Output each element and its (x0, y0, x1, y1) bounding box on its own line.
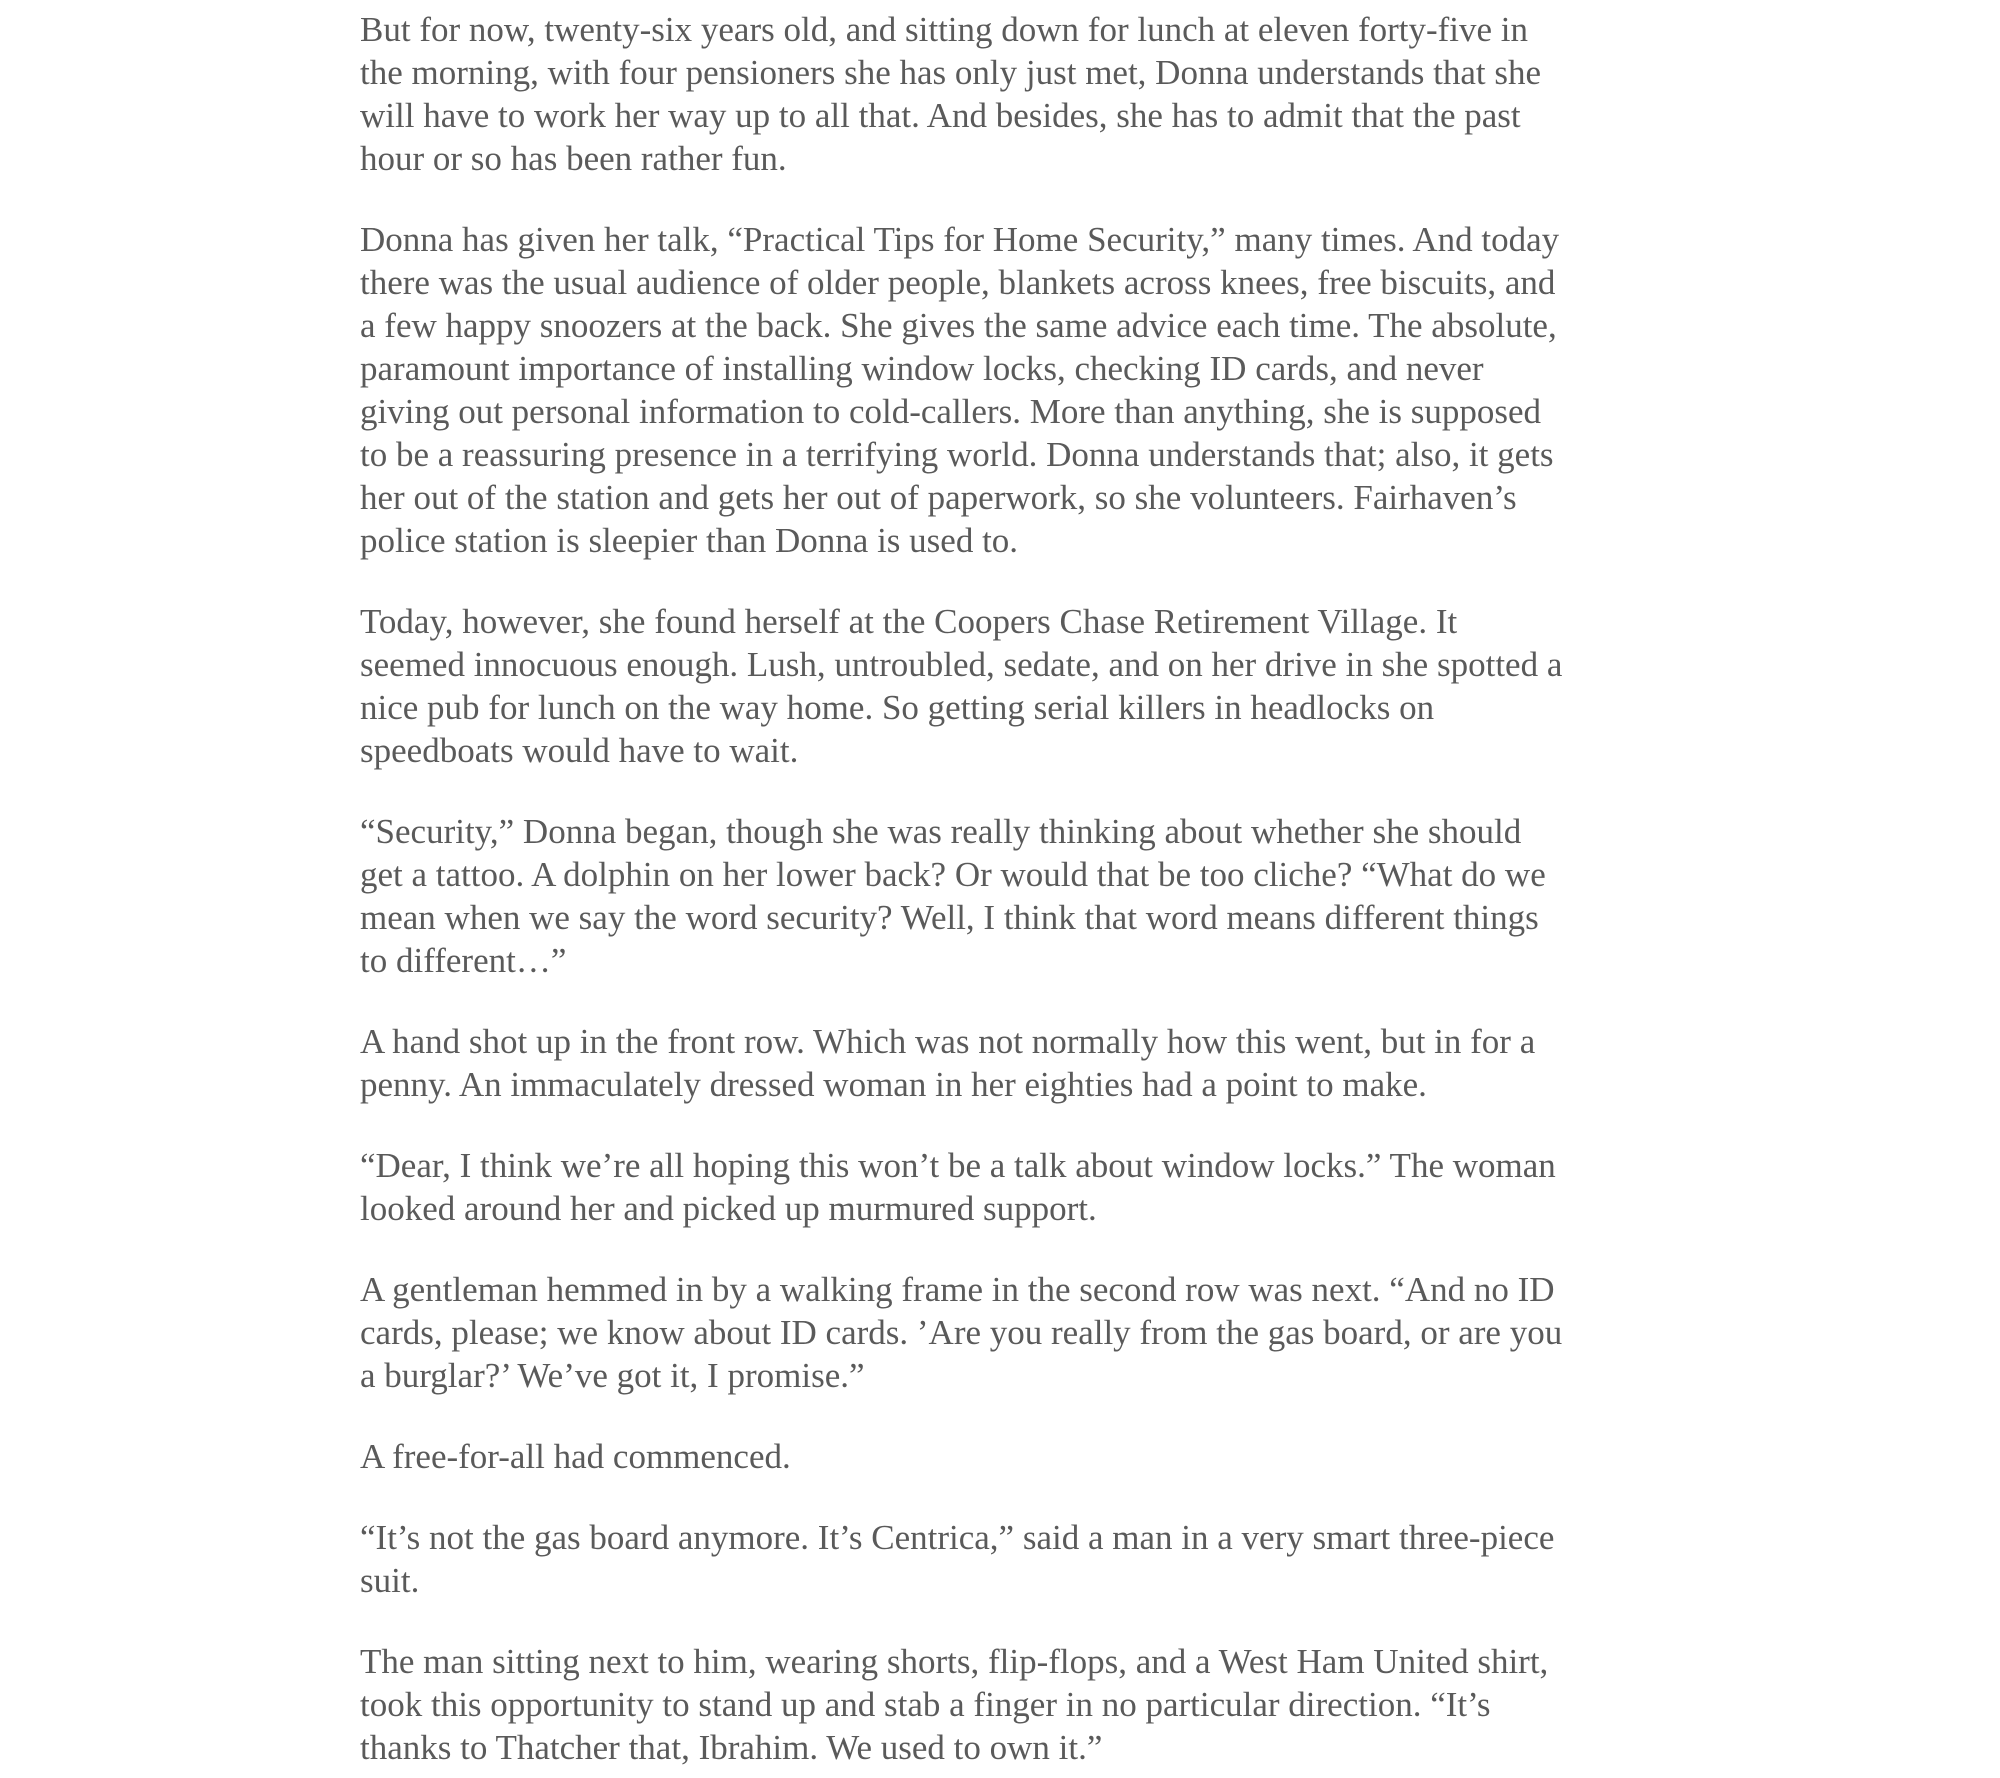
text-line: suit. (360, 1561, 420, 1600)
text-line: thanks to Thatcher that, Ibrahim. We used to own it.” (360, 1728, 1103, 1767)
text-line: a burglar?’ We’ve got it, I promise.” (360, 1356, 865, 1395)
text-line: took this opportunity to stand up and stab a finger in no particular direction. “It’s (360, 1685, 1491, 1724)
text-line: A gentleman hemmed in by a walking frame in the second row was next. “And no ID (360, 1270, 1555, 1309)
text-line: looked around her and picked up murmured support. (360, 1189, 1097, 1228)
text-line: nice pub for lunch on the way home. So getting serial killers in headlocks on (360, 688, 1435, 727)
text-line: there was the usual audience of older people, blankets across knees, free biscuits, and (360, 263, 1556, 302)
text-line: speedboats would have to wait. (360, 731, 799, 770)
text-line: Today, however, she found herself at the Coopers Chase Retirement Village. It (360, 602, 1458, 641)
text-line: giving out personal information to cold-callers. More than anything, she is supposed (360, 392, 1542, 431)
text-line: penny. An immaculately dressed woman in her eighties had a point to make. (360, 1065, 1427, 1104)
text-line: Donna has given her talk, “Practical Tips for Home Security,” many times. And today (360, 220, 1560, 259)
text-line: “Security,” Donna began, though she was really thinking about whether she should (360, 812, 1522, 851)
text-line: police station is sleepier than Donna is used to. (360, 521, 1019, 560)
text-line: The man sitting next to him, wearing shorts, flip-flops, and a West Ham United shirt, (360, 1642, 1549, 1681)
text-line: hour or so has been rather fun. (360, 139, 787, 178)
text-line: to be a reassuring presence in a terrifying world. Donna understands that; also, it gets (360, 435, 1554, 474)
text-line: “Dear, I think we’re all hoping this won’t be a talk about window locks.” The woman (360, 1146, 1556, 1185)
text-line: to different…” (360, 941, 567, 980)
text-line: will have to work her way up to all that. And besides, she has to admit that the past (360, 96, 1521, 135)
text-line: seemed innocuous enough. Lush, untroubled, sedate, and on her drive in she spotted a (360, 645, 1563, 684)
text-line: paramount importance of installing window locks, checking ID cards, and never (360, 349, 1484, 388)
text-line: the morning, with four pensioners she has only just met, Donna understands that she (360, 53, 1542, 92)
text-line: “It’s not the gas board anymore. It’s Centrica,” said a man in a very smart three-piece (360, 1518, 1555, 1557)
text-line: But for now, twenty-six years old, and sitting down for lunch at eleven forty-five in (360, 10, 1529, 49)
text-line: cards, please; we know about ID cards. ’Are you really from the gas board, or are you (360, 1313, 1563, 1352)
text-line: get a tattoo. A dolphin on her lower back? Or would that be too cliche? “What do we (360, 855, 1546, 894)
text-line: a few happy snoozers at the back. She gives the same advice each time. The absolute, (360, 306, 1557, 345)
text-line: her out of the station and gets her out of paperwork, so she volunteers. Fairhaven’s (360, 478, 1517, 517)
text-line: mean when we say the word security? Well, I think that word means different things (360, 898, 1539, 937)
text-line: A free-for-all had commenced. (360, 1437, 791, 1476)
text-line: A hand shot up in the front row. Which was not normally how this went, but in for a (360, 1022, 1536, 1061)
